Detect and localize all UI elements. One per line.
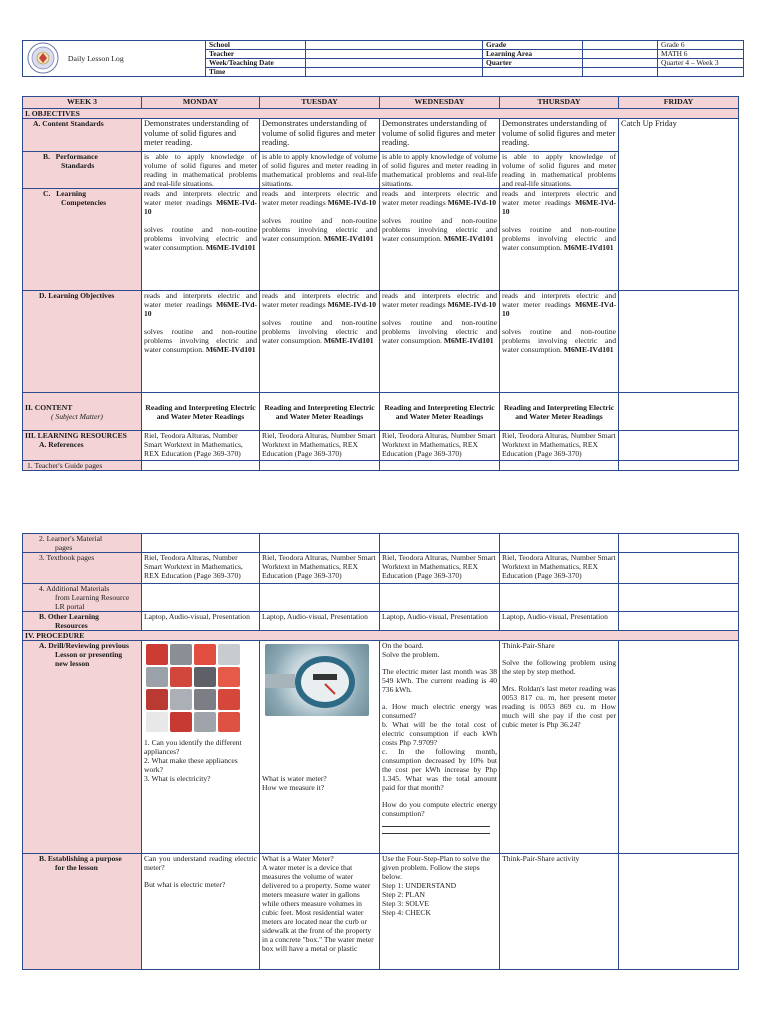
blank-c — [658, 68, 744, 77]
lo-wednesday: reads and interprets electric and water meter readings M6ME-IVd-10 solves routine and non-routine problems involving electric and water consumption. M6ME-IVd101 — [380, 291, 500, 393]
label-content-standards: A. Content Standards — [23, 119, 142, 152]
blank-a — [483, 68, 583, 77]
lo-thursday: reads and interprets electric and water meter readings M6ME-IVd-10 solves routine and non-routine problems involving electric and water consumption. M6ME-IVd101 — [500, 291, 619, 393]
lm-tuesday — [260, 534, 380, 553]
ps-wednesday: is able to apply knowledge of volume of solid figures and meter reading in mathematical problems and real-life situations. — [380, 152, 500, 189]
am-friday — [619, 584, 739, 612]
label-other-resources: B. Other Learning Resources — [23, 612, 142, 631]
lm-friday — [619, 534, 739, 553]
lo-monday: reads and interprets electric and water meter readings M6ME-IVd-10 solves routine and non-routine problems involving electric and water consumption. M6ME-IVd101 — [142, 291, 260, 393]
lm-monday — [142, 534, 260, 553]
content-wednesday: Reading and Interpreting Electric and Water Meter Readings — [380, 393, 500, 431]
am-wednesday — [380, 584, 500, 612]
col-monday: MONDAY — [142, 97, 260, 109]
area-spacer — [583, 50, 658, 59]
content-monday: Reading and Interpreting Electric and Water Meter Readings — [142, 393, 260, 431]
label-textbook: 3. Textbook pages — [23, 553, 142, 584]
lesson-table-page1 — [22, 96, 739, 471]
deped-seal-icon — [26, 42, 60, 76]
lc-tuesday: reads and interprets electric and water meter readings M6ME-IVd-10 solves routine and non-routine problems involving electric and water consumption. M6ME-IVd101 — [260, 189, 380, 291]
label-learners-material: 2. Learner's Material pages — [23, 534, 142, 553]
label-learning-objectives: D. Learning Objectives — [23, 291, 142, 393]
purpose-tuesday: What is a Water Meter? A water meter is a device that measures the volume of water delivered to a property. Some water meters measure water in gallons while others measure volumes in cubic feet. Most residential water meters are located near the curb or sidewalk at the front of the property in a concrete "box." The water meter box will have a metal or plastic — [260, 854, 380, 970]
ref-monday: Riel, Teodora Alturas, Number Smart Worktext in Mathematics, REX Education (Page 369-370) — [142, 431, 260, 461]
lo-friday — [619, 291, 739, 393]
tg-thursday — [500, 461, 619, 471]
lc-wednesday: reads and interprets electric and water meter readings M6ME-IVd-10 solves routine and non-routine problems involving electric and water consumption. M6ME-IVd101 — [380, 189, 500, 291]
tg-friday — [619, 461, 739, 471]
am-thursday — [500, 584, 619, 612]
answer-line — [382, 831, 490, 834]
grade-text: Grade 6 — [658, 41, 744, 50]
col-wednesday: WEDNESDAY — [380, 97, 500, 109]
water-meter-image — [265, 644, 369, 716]
or-monday: Laptop, Audio-visual, Presentation — [142, 612, 260, 631]
grade-label: Grade — [483, 41, 583, 50]
content-friday — [619, 393, 739, 431]
col-tuesday: TUESDAY — [260, 97, 380, 109]
drill-wednesday: On the board. Solve the problem. The electric meter last month was 38 549 kWh. The current reading is 40 736 kWh. a. How much electric energy was consumed? b. What will be the total cost of electric consumption if each kWh costs Php 7.9709? c. In the following month, consumption decreased by 10% but the cost per kWh increase by Php 1.345. What was the total amount paid for that month? How do you compute electric energy consumption? — [380, 641, 500, 854]
logo-text: Daily Lesson Log — [67, 53, 124, 63]
logo-cell — [23, 41, 206, 77]
header-table — [22, 40, 744, 77]
lo-tuesday: reads and interprets electric and water meter readings M6ME-IVd-10 solves routine and non-routine problems involving electric and water consumption. M6ME-IVd101 — [260, 291, 380, 393]
label-content: II. CONTENT ( Subject Matter) — [23, 393, 142, 431]
drill-monday: 1. Can you identify the different appliances? 2. What make these appliances work? 3. What is electricity? — [142, 641, 260, 854]
teacher-label: Teacher — [206, 50, 306, 59]
ps-monday: is able to apply knowledge of volume of solid figures and meter reading in mathematical problems and real-life situations. — [142, 152, 260, 189]
drill-tuesday: What is water meter? How we measure it? — [260, 641, 380, 854]
cs-tuesday: Demonstrates understanding of volume of solid figures and meter reading. — [260, 119, 380, 152]
tb-tuesday: Riel, Teodora Alturas, Number Smart Worktext in Mathematics, REX Education (Page 369-370) — [260, 553, 380, 584]
lesson-table-page2 — [22, 533, 739, 970]
tb-friday — [619, 553, 739, 584]
lm-thursday — [500, 534, 619, 553]
area-label: Learning Area — [483, 50, 583, 59]
area-value: MATH 6 — [658, 50, 744, 59]
label-purpose: B. Establishing a purpose for the lesson — [23, 854, 142, 970]
ref-friday — [619, 431, 739, 461]
week-value[interactable] — [306, 59, 483, 68]
label-teachers-guide: 1. Teacher's Guide pages — [23, 461, 142, 471]
purpose-friday — [619, 854, 739, 970]
week-label: Week/Teaching Date — [206, 59, 306, 68]
col-friday: FRIDAY — [619, 97, 739, 109]
or-friday — [619, 612, 739, 631]
lc-thursday: reads and interprets electric and water meter readings M6ME-IVd-10 solves routine and non-routine problems involving electric and water consumption. M6ME-IVd101 — [500, 189, 619, 291]
quarter-label: Quarter — [483, 59, 583, 68]
school-label: School — [206, 41, 306, 50]
time-value[interactable] — [306, 68, 483, 77]
am-monday — [142, 584, 260, 612]
time-label: Time — [206, 68, 306, 77]
lc-monday: reads and interprets electric and water meter readings M6ME-IVd-10 solves routine and non-routine problems involving electric and water consumption. M6ME-IVd101 — [142, 189, 260, 291]
appliances-image — [146, 644, 240, 732]
tg-monday — [142, 461, 260, 471]
ps-tuesday: is able to apply knowledge of volume of solid figures and meter reading in mathematical problems and real-life situations. — [260, 152, 380, 189]
label-additional-materials: 4. Additional Materials from Learning Resource LR portal — [23, 584, 142, 612]
tg-tuesday — [260, 461, 380, 471]
cs-thursday: Demonstrates understanding of volume of solid figures and meter reading. — [500, 119, 619, 152]
label-performance: B. Performance Standards — [23, 152, 142, 189]
ref-tuesday: Riel, Teodora Alturas, Number Smart Worktext in Mathematics, REX Education (Page 369-370) — [260, 431, 380, 461]
quarter-value: Quarter 4 – Week 3 — [658, 59, 744, 68]
col-thursday: THURSDAY — [500, 97, 619, 109]
or-tuesday: Laptop, Audio-visual, Presentation — [260, 612, 380, 631]
or-wednesday: Laptop, Audio-visual, Presentation — [380, 612, 500, 631]
label-competencies: C. Learning Competencies — [23, 189, 142, 291]
purpose-monday: Can you understand reading electric meter? But what is electric meter? — [142, 854, 260, 970]
drill-thursday: Think-Pair-Share Solve the following problem using the step by step method. Mrs. Roldan's last meter reading was 0053 817 cu. m, her present meter reading is 0053 869 cu. m How much will she pay if the cost per cubic meter is Php 36.24? — [500, 641, 619, 854]
tb-wednesday: Riel, Teodora Alturas, Number Smart Worktext in Mathematics, REX Education (Page 369-370) — [380, 553, 500, 584]
teacher-value[interactable] — [306, 50, 483, 59]
cs-friday: Catch Up Friday — [619, 119, 739, 291]
section-objectives: I. OBJECTIVES — [23, 109, 739, 119]
lm-wednesday — [380, 534, 500, 553]
label-resources: III. LEARNING RESOURCES A. References — [23, 431, 142, 461]
answer-line — [382, 824, 490, 827]
blank-b — [583, 68, 658, 77]
or-thursday: Laptop, Audio-visual, Presentation — [500, 612, 619, 631]
cs-monday: Demonstrates understanding of volume of solid figures and meter reading. — [142, 119, 260, 152]
am-tuesday — [260, 584, 380, 612]
section-procedure: IV. PROCEDURE — [23, 631, 739, 641]
ps-thursday: is able to apply knowledge of volume of solid figures and meter reading in mathematical problems and real-life situations. — [500, 152, 619, 189]
drill-friday — [619, 641, 739, 854]
purpose-wednesday: Use the Four-Step-Plan to solve the given problem. Follow the steps below. Step 1: UNDERSTAND Step 2: PLAN Step 3: SOLVE Step 4: CHECK — [380, 854, 500, 970]
cs-wednesday: Demonstrates understanding of volume of solid figures and meter reading. — [380, 119, 500, 152]
label-drill: A. Drill/Reviewing previous Lesson or presenting new lesson — [23, 641, 142, 854]
tb-thursday: Riel, Teodora Alturas, Number Smart Worktext in Mathematics, REX Education (Page 369-370) — [500, 553, 619, 584]
content-thursday: Reading and Interpreting Electric and Water Meter Readings — [500, 393, 619, 431]
col-week: WEEK 3 — [23, 97, 142, 109]
tb-monday: Riel, Teodora Alturas, Number Smart Worktext in Mathematics, REX Education (Page 369-370) — [142, 553, 260, 584]
school-value[interactable] — [306, 41, 483, 50]
grade-value — [583, 41, 658, 50]
tg-wednesday — [380, 461, 500, 471]
purpose-thursday: Think-Pair-Share activity — [500, 854, 619, 970]
quarter-spacer — [583, 59, 658, 68]
ref-thursday: Riel, Teodora Alturas, Number Smart Worktext in Mathematics, REX Education (Page 369-370) — [500, 431, 619, 461]
content-tuesday: Reading and Interpreting Electric and Water Meter Readings — [260, 393, 380, 431]
ref-wednesday: Riel, Teodora Alturas, Number Smart Worktext in Mathematics, REX Education (Page 369-370) — [380, 431, 500, 461]
